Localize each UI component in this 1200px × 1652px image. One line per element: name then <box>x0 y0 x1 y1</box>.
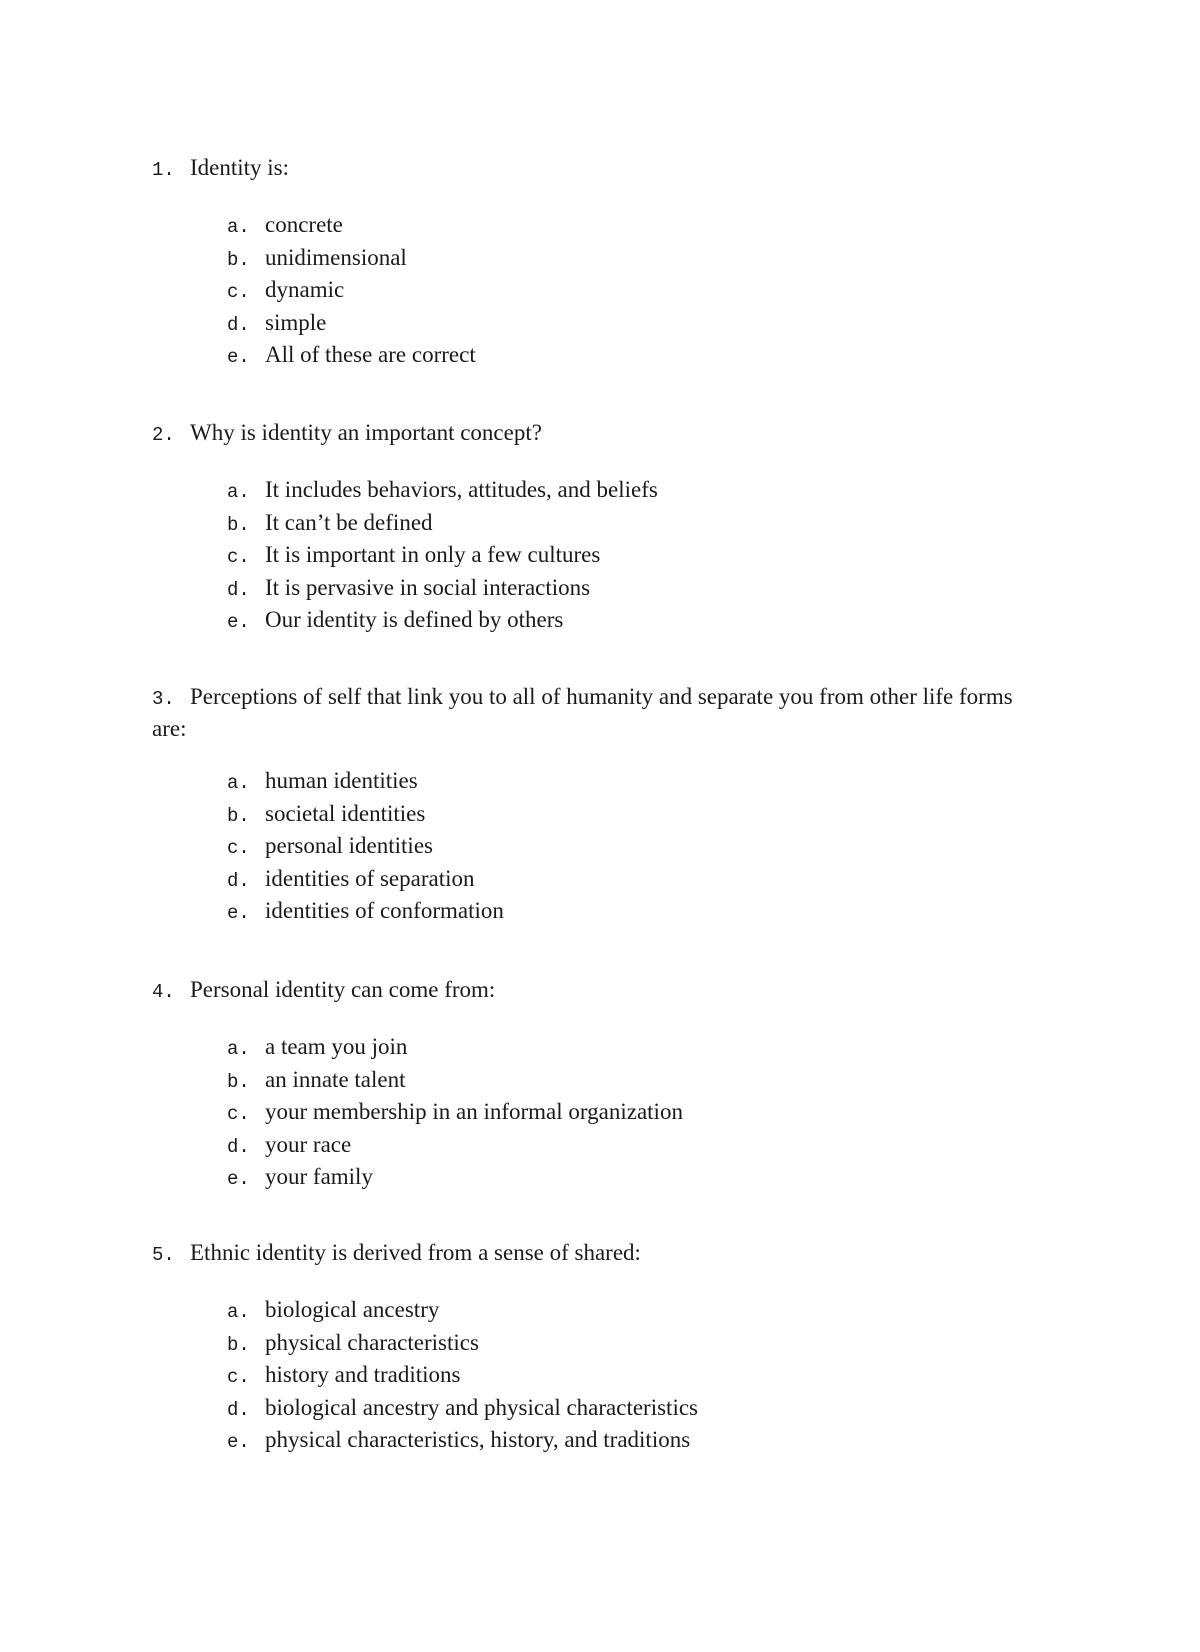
question-number: 3. <box>152 688 175 710</box>
option-c <box>227 275 1127 308</box>
question-4 <box>152 975 1052 1195</box>
option-b <box>227 508 1127 541</box>
option-e <box>227 1162 1127 1195</box>
question-2-options <box>227 475 1127 638</box>
option-text: your race <box>265 1131 352 1157</box>
option-d <box>227 308 1127 341</box>
question-number: 1. <box>152 159 175 181</box>
question-1 <box>152 153 1052 373</box>
option-a <box>227 210 1127 243</box>
option-c <box>227 540 1127 573</box>
option-letter: c. <box>227 1366 250 1388</box>
question-number: 4. <box>152 981 175 1003</box>
question-3 <box>152 682 1052 929</box>
option-e <box>227 340 1127 373</box>
option-a <box>227 475 1127 508</box>
option-b <box>227 243 1127 276</box>
option-letter: d. <box>227 313 250 336</box>
option-letter: b. <box>227 513 250 536</box>
option-letter: a. <box>227 481 250 503</box>
question-3-stem <box>152 682 1052 744</box>
question-3-options <box>227 766 1127 929</box>
question-4-options <box>227 1032 1127 1195</box>
option-letter: a. <box>227 1301 250 1323</box>
option-text: biological ancestry <box>265 1297 440 1322</box>
option-text: an innate talent <box>265 1066 406 1092</box>
option-letter: a. <box>227 1038 250 1060</box>
option-letter: c. <box>227 281 250 303</box>
option-e <box>227 1425 1127 1458</box>
option-text: identities of separation <box>265 865 475 891</box>
option-text: your family <box>265 1164 373 1189</box>
option-letter: d. <box>227 869 250 892</box>
question-number: 5. <box>152 1244 175 1266</box>
option-text: personal identities <box>265 833 433 858</box>
option-letter: e. <box>227 1431 250 1453</box>
question-5-options <box>227 1295 1127 1458</box>
option-text: All of these are correct <box>265 342 476 367</box>
option-text: societal identities <box>265 800 426 826</box>
option-text: It includes behaviors, attitudes, and beliefs <box>265 477 658 502</box>
option-text: It can’t be defined <box>265 509 433 535</box>
option-d <box>227 1393 1127 1426</box>
option-b <box>227 1328 1127 1361</box>
option-text: human identities <box>265 768 418 793</box>
option-text: concrete <box>265 212 343 237</box>
option-letter: a. <box>227 216 250 238</box>
option-letter: b. <box>227 1070 250 1093</box>
option-letter: e. <box>227 902 250 924</box>
option-letter: d. <box>227 1398 250 1421</box>
option-e <box>227 896 1127 929</box>
option-letter: a. <box>227 772 250 794</box>
option-text: Our identity is defined by others <box>265 607 564 632</box>
option-letter: d. <box>227 578 250 601</box>
option-b <box>227 799 1127 832</box>
option-text: physical characteristics, history, and traditions <box>265 1427 691 1452</box>
option-text: history and traditions <box>265 1362 461 1387</box>
option-letter: b. <box>227 804 250 827</box>
question-text: Why is identity an important concept? <box>190 420 542 445</box>
option-d <box>227 864 1127 897</box>
option-letter: b. <box>227 1333 250 1356</box>
option-text: simple <box>265 309 327 335</box>
option-text: identities of conformation <box>265 898 504 923</box>
question-text: Ethnic identity is derived from a sense of shared: <box>190 1240 641 1265</box>
option-c <box>227 1097 1127 1130</box>
option-e <box>227 605 1127 638</box>
option-text: a team you join <box>265 1034 408 1059</box>
option-a <box>227 766 1127 799</box>
question-5-stem <box>152 1238 1052 1270</box>
option-letter: d. <box>227 1135 250 1158</box>
option-text: dynamic <box>265 277 345 302</box>
question-2 <box>152 418 1052 638</box>
question-2-stem <box>152 418 1052 450</box>
option-text: biological ancestry and physical characteristics <box>265 1394 698 1420</box>
option-text: It is important in only a few cultures <box>265 542 601 567</box>
question-4-stem <box>152 975 1052 1007</box>
question-1-options <box>227 210 1127 373</box>
option-letter: b. <box>227 248 250 271</box>
option-d <box>227 573 1127 606</box>
option-letter: c. <box>227 546 250 568</box>
option-c <box>227 1360 1127 1393</box>
option-d <box>227 1130 1127 1163</box>
option-text: unidimensional <box>265 244 407 270</box>
option-text: It is pervasive in social interactions <box>265 574 591 600</box>
option-letter: c. <box>227 1103 250 1125</box>
question-number: 2. <box>152 424 175 446</box>
option-text: physical characteristics <box>265 1329 479 1355</box>
question-text: Perceptions of self that link you to all of humanity and separate you from other life forms are: <box>152 684 1013 741</box>
option-b <box>227 1065 1127 1098</box>
option-a <box>227 1032 1127 1065</box>
option-letter: c. <box>227 837 250 859</box>
question-text: Identity is: <box>190 155 290 180</box>
option-letter: e. <box>227 1168 250 1190</box>
question-text: Personal identity can come from: <box>190 977 496 1002</box>
option-letter: e. <box>227 346 250 368</box>
question-1-stem <box>152 153 1052 185</box>
option-letter: e. <box>227 611 250 633</box>
question-5 <box>152 1238 1052 1458</box>
option-a <box>227 1295 1127 1328</box>
option-c <box>227 831 1127 864</box>
option-text: your membership in an informal organization <box>265 1099 683 1124</box>
